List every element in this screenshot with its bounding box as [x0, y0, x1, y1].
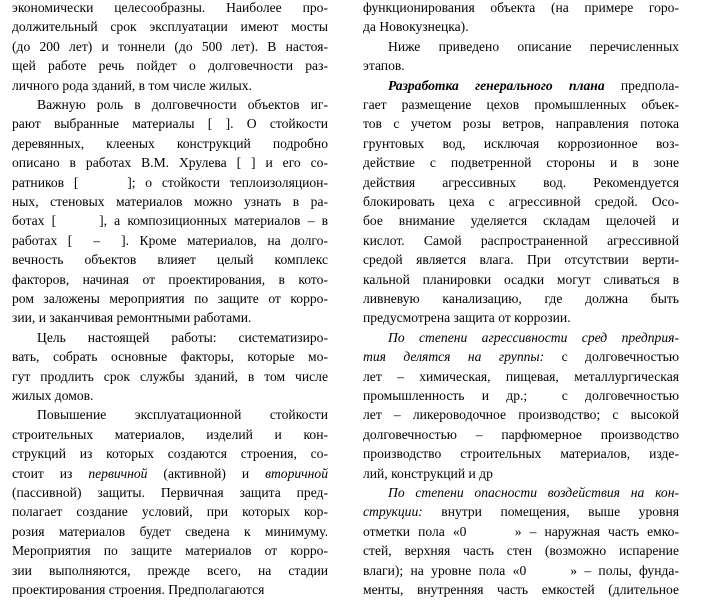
- left-text-line: жилых домов.: [12, 388, 94, 403]
- right-text-line: действие с подветренной стороны и в зоне: [363, 155, 679, 171]
- right-text-line: блокировать цеха с агрессивной средой. Осо-: [363, 194, 679, 209]
- left-text-line: работах [ – ]. Кроме материалов, на долго-: [12, 232, 328, 248]
- right-text-line: струкции: внутри помещения, выше уровня: [363, 504, 679, 520]
- left-text-line: (пассивной) защиты. Первичная защита пред-: [12, 485, 328, 500]
- right-text-line: тов с учетом розы ветров, направления потока: [363, 116, 679, 132]
- right-text-line: долговечностью – парфюмерное производство: [363, 426, 679, 442]
- right-text-line: По степени опасности воздействия на кон-: [388, 485, 679, 500]
- left-text-line: ром заложены мероприятия по защите от корро-: [12, 291, 328, 306]
- right-text-line: бое внимание уделяется складам щелочей и: [363, 213, 679, 229]
- right-text-line: По степени агрессивности сред предприя-: [388, 329, 679, 345]
- left-text-line: деревянных, клееных конструкций подробно: [12, 135, 328, 151]
- right-text-line: Ниже приведено описание перечисленных: [388, 38, 679, 54]
- right-text-line: ливневую канализацию, где должна быть: [363, 291, 679, 306]
- left-text-line: (до 200 лет) и тоннели (до 500 лет). В настоя-: [12, 38, 328, 54]
- left-text-line: розия материалов будет сведена к минимуму.: [12, 523, 328, 539]
- right-text-line: влаги); на уровне пола «0 » – полы, фунда-: [363, 562, 679, 578]
- left-text-line: факторов, начиная от проектирования, в кото-: [12, 271, 328, 287]
- left-text-line: стоит из первичной (активной) и вторичной: [12, 465, 328, 481]
- right-text-line: Разработка генерального плана предпола-: [388, 77, 679, 93]
- left-text-line: щей работе речь пойдет о долговечности раз-: [12, 58, 328, 74]
- right-text-line: этапов.: [363, 58, 405, 74]
- left-text-line: зии выполняются, прежде всего, на стадии: [12, 562, 328, 578]
- right-text-line: кальной планировки осадки могут сливаться в: [363, 271, 679, 287]
- right-text-line: гает размещение цехов промышленных объек-: [363, 97, 679, 112]
- left-text-line: строительных материалов, изделий и кон-: [12, 426, 328, 442]
- left-text-line: Цель настоящей работы: систематизиро-: [37, 329, 328, 345]
- right-text-line: тия делятся на группы: с долговечностью: [363, 349, 679, 365]
- right-text-line: отметки пола «0 » – наружная часть емко-: [363, 523, 679, 539]
- left-text-line: полагает создание условий, при которых кор-: [12, 504, 328, 520]
- left-text-line: должительный срок эксплуатации имеют мосты: [12, 19, 328, 35]
- right-text-line: менты, внутренняя часть емкостей (длительное: [363, 582, 679, 597]
- left-text-line: Важную роль в долговечности объектов иг-: [37, 97, 328, 112]
- left-text-line: вечность объектов влияет целый комплекс: [12, 252, 328, 268]
- left-text-line: личного рода зданий, в том числе жилых.: [12, 77, 252, 93]
- right-text-line: грунтовых вод, исключая коррозионное воз-: [363, 135, 679, 151]
- right-text-line: лий, конструкций и др: [363, 465, 493, 481]
- right-text-line: промышленность и др.; с долговечностью: [363, 388, 679, 403]
- right-text-line: действия агрессивных вод. Рекомендуется: [363, 174, 679, 190]
- left-text-line: ботах [ ], а композиционных материалов – в: [12, 213, 328, 229]
- right-text-line: лет – ликероводочное производство; с высокой: [363, 407, 679, 423]
- left-text-line: струкций из которых создаются строения, со-: [12, 446, 328, 462]
- right-text-line: средой является влага. При отсутствии верти-: [363, 252, 679, 268]
- right-text-line: стей, верхняя часть стен (возможно испарение: [363, 543, 679, 559]
- left-text-line: ратников [ ]; о стойкости теплоизоляцион-: [12, 174, 328, 190]
- right-text-line: да Новокузнецка).: [363, 19, 469, 35]
- left-text-line: экономически целесообразны. Наиболее про-: [12, 0, 328, 15]
- right-text-line: предусмотрена защита от коррозии.: [363, 310, 571, 326]
- right-text-line: функционирования объекта (на примере горо-: [363, 0, 679, 15]
- right-text-line: производство строительных материалов, изде-: [363, 446, 679, 462]
- right-text-line: кислот. Самой распространенной агрессивной: [363, 232, 679, 248]
- left-text-line: рают выбранные материалы [ ]. О стойкости: [12, 116, 328, 132]
- left-text-line: ных, стеновых материалов можно узнать в ра-: [12, 194, 328, 209]
- left-text-line: зии, и заканчивая ремонтными работами.: [12, 310, 252, 326]
- left-text-line: проектирования строения. Предполагаются: [12, 582, 265, 597]
- left-text-line: описано в работах В.М. Хрулева [ ] и его со-: [12, 155, 328, 171]
- right-text-line: лет – химическая, пищевая, металлургическая: [363, 368, 679, 384]
- left-text-line: Мероприятия по защите материалов от корро-: [12, 543, 328, 559]
- left-text-line: Повышение эксплуатационной стойкости: [37, 407, 328, 423]
- left-text-line: гут продлить срок службы зданий, в том числе: [12, 368, 328, 384]
- left-text-line: вать, собрать основные факторы, которые мо-: [12, 349, 328, 365]
